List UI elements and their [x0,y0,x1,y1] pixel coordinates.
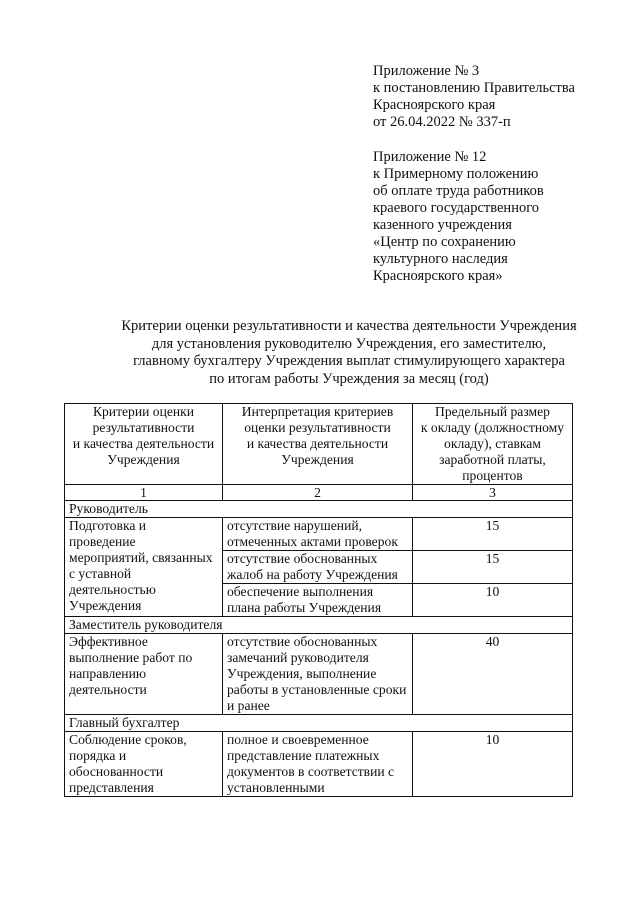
interpretation-cell: отсутствие обоснованных жалоб на работу Учреждения [223,551,413,584]
column-number: 1 [65,485,223,501]
annex-line: об оплате труда работников [373,183,544,199]
table-row [65,634,573,715]
section-row-deputy [65,617,573,634]
annex-line: казенного учреждения [373,217,512,233]
column-number: 2 [223,485,413,501]
heading-line: по итогам работы Учреждения за месяц (год) [209,370,489,387]
annex-line: к постановлению Правительства [373,80,575,96]
annex-line: краевого государственного [373,200,540,216]
header-interpretation: Интерпретация критериев оценки результативности и качества деятельности Учреждения [223,404,413,485]
annex-main-block [373,63,575,131]
heading-line: главному бухгалтеру Учреждения выплат стимулирующего характера [133,353,565,369]
interpretation-cell: обеспечение выполнения плана работы Учреждения [223,584,413,617]
criterion-cell: Подготовка и проведение мероприятий, связанных с уставной деятельностью Учреждения [65,518,223,617]
annex-line: к Примерному положению [373,166,539,182]
annex-line: Красноярского края» [373,268,503,284]
header-limit: Предельный размер к окладу (должностному окладу), ставкам заработной платы, процентов [413,404,573,485]
annex-line: Приложение № 12 [373,149,487,165]
table-row [65,732,573,797]
annex-line: от 26.04.2022 № 337-п [373,114,511,130]
annex-line: Приложение № 3 [373,63,480,79]
value-cell: 15 [413,551,573,584]
interpretation-cell: отсутствие обоснованных замечаний руководителя Учреждения, выполнение работы в установленные сроки и ранее [223,634,413,715]
section-row-accountant [65,715,573,732]
heading-line: Критерии оценки результативности и качества деятельности Учреждения [121,318,577,334]
annex-line: культурного наследия [373,251,508,267]
value-cell: 15 [413,518,573,551]
annex-line: «Центр по сохранению [373,234,516,250]
interpretation-cell: отсутствие нарушений, отмеченных актами проверок [223,518,413,551]
criteria-table [64,403,573,797]
section-title: Руководитель [65,501,573,518]
criterion-cell: Эффективное выполнение работ по направлению деятельности [65,634,223,715]
section-row-director [65,501,573,518]
section-title: Заместитель руководителя [65,617,573,634]
criterion-cell: Соблюдение сроков, порядка и обоснованности представления [65,732,223,797]
value-cell: 10 [413,732,573,797]
document-heading [64,318,634,388]
section-title: Главный бухгалтер [65,715,573,732]
interpretation-cell: полное и своевременное представление платежных документов в соответствии с установленными [223,732,413,797]
annex-sub-block [373,149,544,285]
value-cell: 40 [413,634,573,715]
table-header-row [65,404,573,485]
value-cell: 10 [413,584,573,617]
annex-line: Красноярского края [373,97,496,113]
heading-line: для установления руководителю Учреждения, его заместителю, [151,335,547,352]
table-row [65,518,573,551]
column-number: 3 [413,485,573,501]
header-criteria: Критерии оценки результативности и качества деятельности Учреждения [65,404,223,485]
column-number-row [65,485,573,501]
